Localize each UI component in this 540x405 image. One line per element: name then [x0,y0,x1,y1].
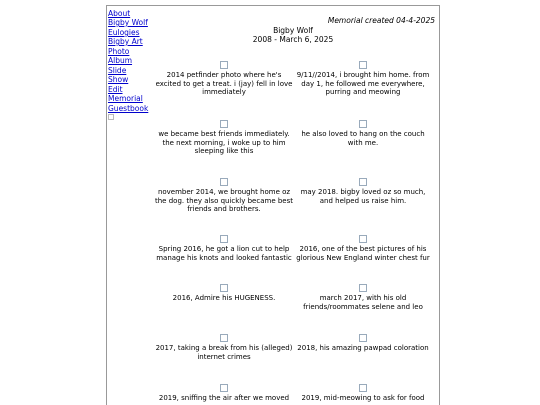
life-dates: 2008 - March 6, 2025 [252,35,334,44]
nav-edit-memorial-link-line2[interactable]: Memorial [108,94,143,103]
broken-image-icon[interactable] [359,284,367,292]
photo-item [293,284,433,311]
photo-item [293,178,433,205]
photo-item [154,61,294,97]
photo-caption: we became best friends immediately. the next morning, i woke up to him sleeping like this [158,130,290,155]
photo-caption: 2018, his amazing pawpad coloration [297,344,429,352]
memorial-heading [147,26,439,44]
nav-bigby-art-link[interactable]: Bigby Art [108,37,143,46]
photo-caption: 2019, mid-meowing to ask for food [301,394,425,402]
nav-about-link[interactable]: About [108,9,131,18]
photo-item [293,334,433,353]
photo-caption: 2019, sniffing the air after we moved [158,394,290,402]
photo-caption: Spring 2016, he got a lion cut to help manage his knots and looked fantastic [156,245,292,262]
broken-image-icon[interactable] [359,120,367,128]
broken-image-icon[interactable] [359,61,367,69]
nav-edit-memorial-link-line1[interactable]: Edit [108,85,123,94]
photo-item [154,235,294,262]
photo-item [293,235,433,262]
broken-image-icon[interactable] [220,178,228,186]
broken-image-icon[interactable] [220,120,228,128]
photo-caption: he also loved to hang on the couch with me. [301,130,425,147]
broken-image-icon[interactable] [220,235,228,243]
memorial-created-date: Memorial created 04-4-2025 [327,16,435,25]
photo-caption: november 2014, we brought home oz the dog. they also quickly became best friends and brothers. [155,188,293,213]
broken-image-icon[interactable] [359,235,367,243]
page-title: Bigby Wolf [273,26,313,35]
photo-caption: 2016, Admire his HUGENESS. [172,294,276,302]
broken-image-icon[interactable] [359,334,367,342]
nav-photo-album-link-line2[interactable]: Album [108,56,133,65]
photo-item [154,178,294,214]
photo-caption: 2017, taking a break from his (alleged) internet crimes [155,344,293,361]
nav-photo-album-link-line1[interactable]: Photo [108,47,130,56]
photo-item [293,61,433,97]
photo-caption: march 2017, with his old friends/roommates selene and leo [303,294,423,311]
broken-image-icon[interactable] [220,384,228,392]
broken-image-icon[interactable] [359,178,367,186]
photo-caption: 9/11//2014, i brought him home. from day 1, he followed me everywhere, purring and meowing [296,71,430,96]
broken-image-icon[interactable] [220,284,228,292]
photo-item [293,384,433,403]
broken-image-icon [108,114,114,120]
nav-bigby-wolf-link[interactable]: Bigby Wolf [108,18,148,27]
nav-slide-show-link-line2[interactable]: Show [108,75,129,84]
memorial-page [106,5,440,405]
photo-caption: 2016, one of the best pictures of his glorious New England winter chest fur [296,245,430,262]
broken-image-icon[interactable] [359,384,367,392]
photo-caption: 2014 petfinder photo where he's excited to get a treat. i (jay) fell in love immediately [155,71,293,96]
photo-item [154,384,294,403]
photo-item [154,120,294,156]
nav-eulogies-link[interactable]: Eulogies [108,28,140,37]
nav-guestbook-link[interactable]: Guestbook [108,104,149,113]
photo-item [293,120,433,147]
nav-slide-show-link-line1[interactable]: Slide [108,66,127,75]
photo-caption: may 2018. bigby loved oz so much, and helped us raise him. [300,188,426,205]
photo-item [154,284,294,303]
broken-image-icon[interactable] [220,61,228,69]
photo-item [154,334,294,361]
broken-image-icon[interactable] [220,334,228,342]
